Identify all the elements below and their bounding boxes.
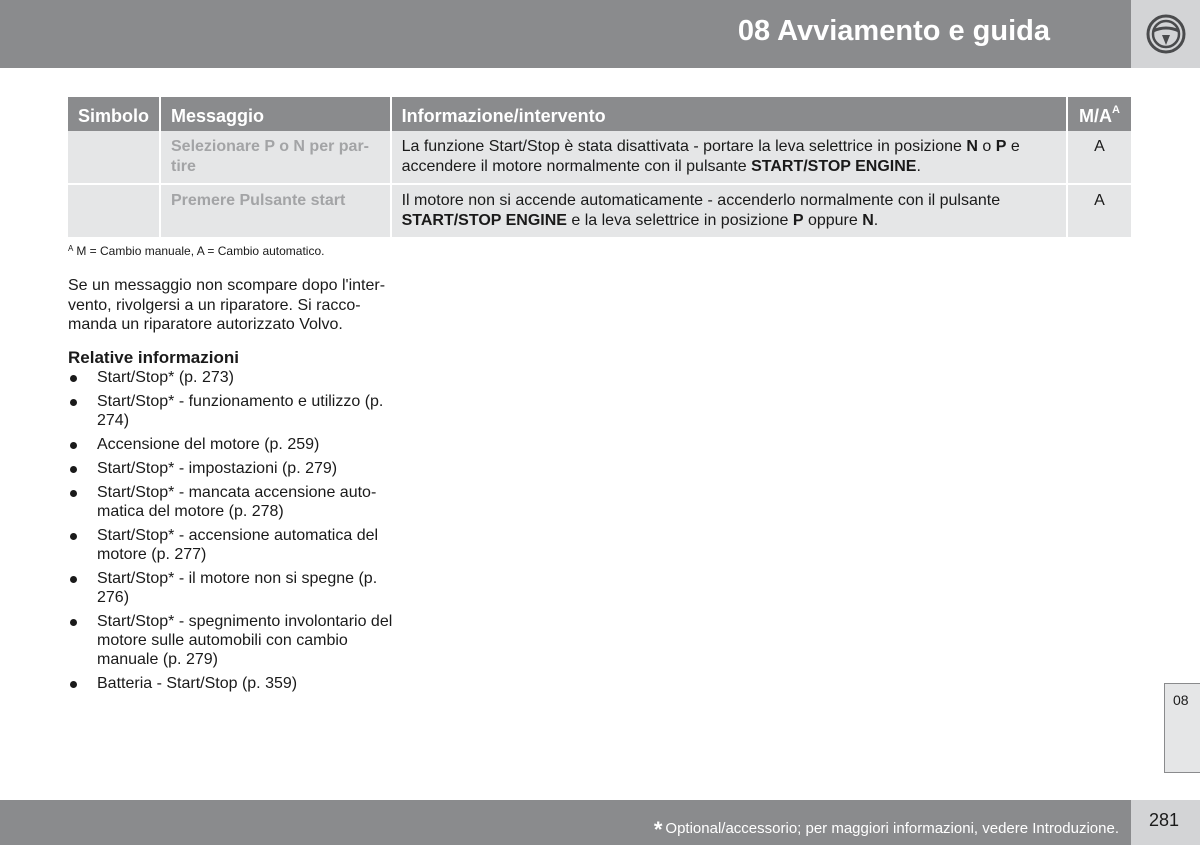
page-number: 281 — [1149, 810, 1180, 830]
footer-note — [653, 813, 1119, 842]
side-tab-label: 08 — [1173, 692, 1189, 708]
related-link[interactable] — [68, 459, 398, 478]
bullet-icon — [70, 533, 77, 540]
related-link-text: Start/Stop* - funzionamento e utilizzo (p. 274) — [97, 393, 384, 429]
asterisk-marker: * — [653, 817, 663, 842]
page-number-box — [1131, 800, 1200, 845]
info-bold: N — [862, 212, 874, 229]
related-link[interactable] — [68, 569, 398, 607]
related-link-text: Start/Stop* - il motore non si spegne (p. 276) — [97, 570, 378, 606]
related-link-text: Start/Stop* - accensione automatica del motore (p. 277) — [97, 527, 379, 563]
info-text: oppure — [803, 212, 863, 229]
related-link[interactable] — [68, 392, 398, 430]
info-text: La funzione Start/Stop è stata disattivata - portare la leva selettrice in posizione — [401, 138, 967, 155]
footnote-text: M = Cambio manuale, A = Cambio automatico. — [76, 244, 325, 258]
related-link-text: Accensione del motore (p. 259) — [97, 436, 320, 453]
related-link[interactable] — [68, 435, 398, 454]
message-table — [68, 97, 1131, 239]
info-text: . — [873, 212, 879, 229]
related-link-text: Start/Stop* (p. 273) — [97, 369, 234, 386]
related-list — [68, 368, 398, 698]
table-header-row — [68, 97, 1131, 131]
info-text: Il motore non si accende automaticamente - accenderlo normalmente con il pulsante — [401, 192, 1001, 209]
related-heading: Relative informazioni — [68, 348, 239, 367]
chapter-icon-box — [1131, 0, 1200, 68]
chapter-title: 08 Avviamento e guida — [737, 15, 1050, 47]
info-text: . — [916, 158, 921, 175]
bullet-icon — [70, 466, 77, 473]
footer-note-text: Optional/accessorio; per maggiori informazioni, vedere Introduzione. — [665, 820, 1119, 837]
bullet-icon — [70, 399, 77, 406]
bullet-icon — [70, 681, 77, 688]
column-header-symbol: Simbolo — [68, 97, 161, 131]
related-link[interactable] — [68, 483, 398, 521]
footnote-marker: A — [68, 244, 74, 253]
related-link[interactable] — [68, 526, 398, 564]
column-header-message: Messaggio — [161, 97, 392, 131]
body-paragraph: Se un messaggio non scompare dopo l'intervento, rivolgersi a un riparatore. Si raccomanda un riparatore autorizzato Volvo. — [68, 277, 386, 333]
info-bold: START/STOP ENGINE — [401, 212, 567, 229]
chapter-side-tab[interactable] — [1164, 683, 1200, 773]
message-cell: Premere Pulsante start — [161, 185, 392, 239]
ma-footnote-marker: A — [1112, 103, 1120, 116]
symbol-cell — [68, 131, 161, 185]
bullet-icon — [70, 375, 77, 382]
message-cell: Selezionare P o N per partire — [161, 131, 392, 185]
header-band — [0, 0, 1131, 68]
bullet-icon — [70, 576, 77, 583]
info-text: e accendere il motore normalmente con il pulsante — [401, 138, 1020, 175]
related-link[interactable] — [68, 612, 398, 669]
column-header-info: Informazione/intervento — [392, 97, 1068, 131]
info-cell — [392, 185, 1068, 239]
related-link-text: Start/Stop* - mancata accensione automatica del motore (p. 278) — [97, 484, 377, 520]
steering-wheel-icon — [1145, 13, 1187, 55]
info-text: o — [977, 138, 996, 155]
related-link[interactable] — [68, 368, 398, 387]
info-cell — [392, 131, 1068, 185]
ma-label: M/A — [1079, 105, 1113, 126]
related-link[interactable] — [68, 674, 398, 693]
symbol-cell — [68, 185, 161, 239]
info-bold: P — [995, 138, 1007, 155]
column-header-ma — [1068, 97, 1131, 131]
info-text: e la leva selettrice in posizione — [566, 212, 793, 229]
related-link-text: Start/Stop* - impostazioni (p. 279) — [97, 460, 338, 477]
info-bold: START/STOP ENGINE — [751, 158, 917, 175]
info-bold: P — [792, 212, 804, 229]
bullet-icon — [70, 619, 77, 626]
table-footnote — [68, 244, 324, 258]
bullet-icon — [70, 490, 77, 497]
footer-band — [0, 800, 1131, 845]
related-link-text: Start/Stop* - spegnimento involontario del motore sulle automobili con cambio manuale (p. 279) — [97, 613, 393, 668]
table-row — [68, 131, 1131, 185]
info-bold: N — [966, 138, 978, 155]
related-link-text: Batteria - Start/Stop (p. 359) — [97, 675, 298, 692]
ma-cell: A — [1068, 131, 1131, 185]
ma-cell: A — [1068, 185, 1131, 239]
table-row — [68, 185, 1131, 239]
bullet-icon — [70, 442, 77, 449]
